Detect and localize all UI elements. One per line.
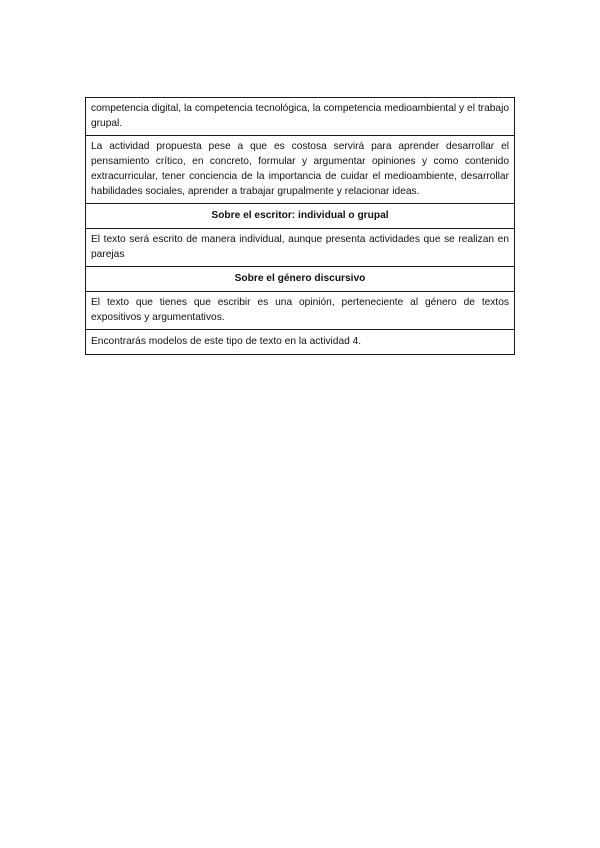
content-table: [85, 97, 515, 355]
actividad-description-cell: La actividad propuesta pese a que es costosa servirá para aprender desarrollar el pensamiento crítico, en concreto, formular y argumentar opiniones y como contenido extracurricular, tener conciencia de la importancia de cuidar el medioambiente, desarrollar habilidades sociales, aprender a trabajar grupalmente y relacionar ideas.: [86, 136, 515, 204]
table-row: [86, 229, 515, 267]
competencias-cell: competencia digital, la competencia tecnológica, la competencia medioambiental y el trabajo grupal.: [86, 98, 515, 136]
genero-heading: Sobre el género discursivo: [86, 267, 515, 292]
table-row: [86, 330, 515, 355]
escritor-heading: Sobre el escritor: individual o grupal: [86, 204, 515, 229]
modelos-note-cell: Encontrarás modelos de este tipo de texto en la actividad 4.: [86, 330, 515, 355]
escritor-description-cell: El texto será escrito de manera individual, aunque presenta actividades que se realizan en parejas: [86, 229, 515, 267]
table-row: [86, 292, 515, 330]
table-row: [86, 136, 515, 204]
table-row: [86, 98, 515, 136]
table-row: [86, 204, 515, 229]
genero-description-cell: El texto que tienes que escribir es una opinión, perteneciente al género de textos expositivos y argumentativos.: [86, 292, 515, 330]
table-row: [86, 267, 515, 292]
